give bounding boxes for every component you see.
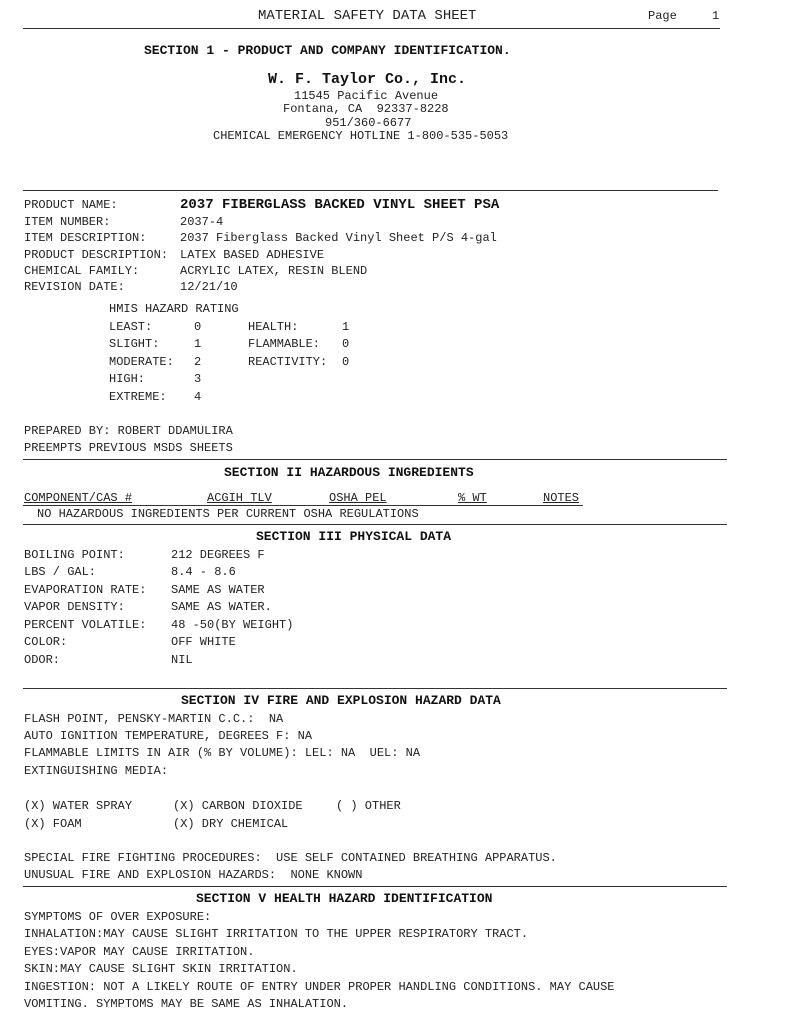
company-phone: 951/360-6677 [325, 116, 412, 130]
hmis-scale-label: LEAST: [109, 320, 153, 334]
physical-data-value: SAME AS WATER [171, 583, 265, 597]
flash-point: FLASH POINT, PENSKY-MARTIN C.C.: NA [24, 712, 284, 726]
hazard-ingredients-note: NO HAZARDOUS INGREDIENTS PER CURRENT OSHA REGULATIONS [37, 507, 419, 521]
section-rule [23, 688, 727, 689]
hmis-rating-value: 0 [342, 355, 350, 369]
physical-data-label: ODOR: [24, 653, 61, 667]
page-label: Page [648, 9, 677, 23]
hmis-scale-value: 4 [194, 390, 202, 404]
section3-heading: SECTION III PHYSICAL DATA [256, 529, 452, 544]
unusual-hazards: UNUSUAL FIRE AND EXPLOSION HAZARDS: NONE KNOWN [24, 868, 363, 882]
section1-heading: SECTION 1 - PRODUCT AND COMPANY IDENTIFICATION. [144, 43, 511, 58]
media-dry-chemical: (X) DRY CHEMICAL [173, 817, 289, 831]
hmis-scale-label: EXTREME: [109, 390, 167, 404]
physical-data-value: OFF WHITE [171, 635, 236, 649]
physical-data-label: BOILING POINT: [24, 548, 125, 562]
section5-heading: SECTION V HEALTH HAZARD IDENTIFICATION [196, 891, 493, 906]
auto-ignition: AUTO IGNITION TEMPERATURE, DEGREES F: NA [24, 729, 313, 743]
hmis-scale-value: 0 [194, 320, 202, 334]
section-rule [23, 459, 727, 460]
header-rule [23, 28, 720, 29]
health-hazard-line: SKIN:MAY CAUSE SLIGHT SKIN IRRITATION. [24, 962, 298, 976]
health-hazard-line: VOMITING. SYMPTOMS MAY BE SAME AS INHALATION. [24, 997, 349, 1011]
media-carbon-dioxide: (X) CARBON DIOXIDE [173, 799, 303, 813]
physical-data-label: LBS / GAL: [24, 565, 97, 579]
product-name: 2037 FIBERGLASS BACKED VINYL SHEET PSA [180, 197, 500, 213]
company-address-line1: 11545 Pacific Avenue [294, 89, 439, 103]
physical-data-label: COLOR: [24, 635, 68, 649]
column-header-osha: OSHA PEL [329, 491, 387, 505]
hmis-scale-value: 3 [194, 372, 202, 386]
extinguishing-media-label: EXTINGUISHING MEDIA: [24, 764, 169, 778]
health-hazard-line: SYMPTOMS OF OVER EXPOSURE: [24, 910, 212, 924]
column-header-rule [23, 505, 583, 506]
page-number: 1 [712, 9, 720, 23]
section-rule [23, 524, 727, 525]
hmis-scale-value: 1 [194, 337, 202, 351]
revision-date: 12/21/10 [180, 280, 238, 294]
flammable-limits: FLAMMABLE LIMITS IN AIR (% BY VOLUME): LEL: NA UEL: NA [24, 746, 421, 760]
media-water-spray: (X) WATER SPRAY [24, 799, 133, 813]
item-number: 2037-4 [180, 215, 224, 229]
health-hazard-line: INHALATION:MAY CAUSE SLIGHT IRRITATION TO THE UPPER RESPIRATORY TRACT. [24, 927, 529, 941]
column-header-wt: % WT [458, 491, 487, 505]
hmis-scale-label: HIGH: [109, 372, 146, 386]
hmis-rating-value: 1 [342, 320, 350, 334]
special-procedures: SPECIAL FIRE FIGHTING PROCEDURES: USE SELF CONTAINED BREATHING APPARATUS. [24, 851, 557, 865]
product-name-label: PRODUCT NAME: [24, 198, 118, 212]
chemical-family: ACRYLIC LATEX, RESIN BLEND [180, 264, 368, 278]
hmis-rating-label: REACTIVITY: [248, 355, 328, 369]
physical-data-value: 212 DEGREES F [171, 548, 265, 562]
media-other: ( ) OTHER [336, 799, 401, 813]
column-header-acgih: ACGIH TLV [207, 491, 272, 505]
document-title: MATERIAL SAFETY DATA SHEET [258, 8, 477, 24]
hmis-scale-label: MODERATE: [109, 355, 174, 369]
physical-data-label: VAPOR DENSITY: [24, 600, 125, 614]
product-description: LATEX BASED ADHESIVE [180, 248, 325, 262]
prepared-by: PREPARED BY: ROBERT DDAMULIRA [24, 424, 233, 438]
emergency-hotline: CHEMICAL EMERGENCY HOTLINE 1-800-535-5053 [213, 129, 509, 143]
section2-heading: SECTION II HAZARDOUS INGREDIENTS [224, 465, 474, 480]
section-rule [23, 886, 727, 887]
item-number-label: ITEM NUMBER: [24, 215, 111, 229]
revision-date-label: REVISION DATE: [24, 280, 125, 294]
hmis-scale-label: SLIGHT: [109, 337, 160, 351]
company-address-line2: Fontana, CA 92337-8228 [283, 102, 449, 116]
hmis-rating-label: HEALTH: [248, 320, 299, 334]
item-description-label: ITEM DESCRIPTION: [24, 231, 147, 245]
company-name: W. F. Taylor Co., Inc. [268, 71, 467, 88]
media-foam: (X) FOAM [24, 817, 82, 831]
column-header-notes: NOTES [543, 491, 580, 505]
physical-data-value: 8.4 - 8.6 [171, 565, 236, 579]
item-description: 2037 Fiberglass Backed Vinyl Sheet P/S 4-gal [180, 231, 497, 245]
physical-data-value: 48 -50(BY WEIGHT) [171, 618, 294, 632]
physical-data-value: SAME AS WATER. [171, 600, 272, 614]
hmis-title: HMIS HAZARD RATING [109, 302, 239, 316]
section4-heading: SECTION IV FIRE AND EXPLOSION HAZARD DATA [181, 693, 501, 708]
health-hazard-line: EYES:VAPOR MAY CAUSE IRRITATION. [24, 945, 255, 959]
product-description-label: PRODUCT DESCRIPTION: [24, 248, 169, 262]
chemical-family-label: CHEMICAL FAMILY: [24, 264, 140, 278]
physical-data-label: PERCENT VOLATILE: [24, 618, 147, 632]
column-header-component: COMPONENT/CAS # [24, 491, 133, 505]
health-hazard-line: INGESTION: NOT A LIKELY ROUTE OF ENTRY UNDER PROPER HANDLING CONDITIONS. MAY CAUSE [24, 980, 615, 994]
physical-data-label: EVAPORATION RATE: [24, 583, 147, 597]
physical-data-value: NIL [171, 653, 193, 667]
section-rule [23, 190, 718, 191]
hmis-rating-label: FLAMMABLE: [248, 337, 321, 351]
hmis-rating-value: 0 [342, 337, 350, 351]
hmis-scale-value: 2 [194, 355, 202, 369]
preempts-note: PREEMPTS PREVIOUS MSDS SHEETS [24, 441, 233, 455]
